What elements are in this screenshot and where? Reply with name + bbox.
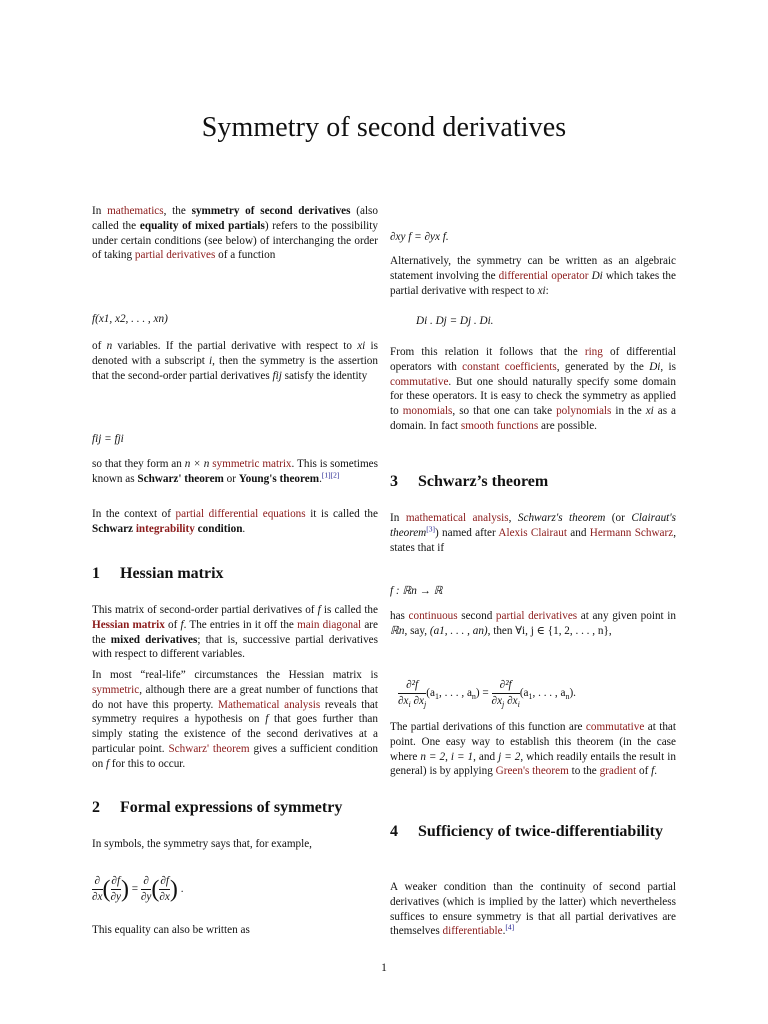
equation-function xyxy=(92,312,378,326)
hessian-paragraph-1 xyxy=(92,603,378,662)
text: at that point. One easy way to establish this theorem (in the case where xyxy=(390,721,676,763)
text: reveals that symmetry requires a hypothesis on xyxy=(92,698,378,726)
text: is called the xyxy=(320,604,378,616)
text: in the xyxy=(611,405,646,418)
link-mathematics[interactable]: mathematics xyxy=(107,205,164,217)
link-schwarz-theorem[interactable]: Schwarz' theorem xyxy=(168,742,250,755)
text: as a domain. In fact xyxy=(390,405,676,432)
math: ℝn xyxy=(390,624,405,637)
math: Di xyxy=(591,269,603,282)
text: so that they form an xyxy=(92,458,185,470)
fraction-bar xyxy=(111,889,122,890)
text: are possible. xyxy=(538,419,597,432)
section-title: Hessian matrix xyxy=(120,565,224,582)
citation-ref[interactable]: [1][2] xyxy=(321,470,340,480)
section-heading-schwarz xyxy=(390,473,676,491)
equation-text: Di . Dj = Dj . Di. xyxy=(416,315,494,327)
context-paragraph xyxy=(92,507,378,537)
paren: ) xyxy=(169,876,178,903)
section-heading-sufficiency xyxy=(390,821,676,842)
citation-ref[interactable]: [3] xyxy=(426,524,435,534)
equals-sign: = xyxy=(131,883,139,896)
fraction-bar xyxy=(141,889,152,890)
text: . This is sometimes known as xyxy=(92,458,379,485)
italic-term: Schwarz's theorem xyxy=(517,512,606,524)
link-gradient[interactable]: gradient xyxy=(599,765,637,778)
section-heading-hessian xyxy=(92,565,378,583)
bold-term: mixed derivatives xyxy=(110,633,198,646)
text: that goes further than simply stating the existence of the second derivatives at a particular point. xyxy=(92,713,378,755)
math: i xyxy=(209,354,213,367)
section-number: 4 xyxy=(390,823,398,840)
link-integrability[interactable]: integrability xyxy=(135,522,195,535)
text: to the xyxy=(568,765,600,778)
period: . xyxy=(177,883,184,896)
text: This matrix of second-order partial derivatives of xyxy=(92,604,318,616)
equation-text: fij = fji xyxy=(92,433,124,445)
link-monomials[interactable]: monomials xyxy=(402,405,453,418)
section-title: Schwarz’s theorem xyxy=(418,473,549,490)
link-partial-derivatives[interactable]: partial derivatives xyxy=(134,249,216,262)
text: ) named after xyxy=(435,526,499,539)
bold-term: Young's theorem xyxy=(238,472,320,485)
link-mathematical-analysis[interactable]: Mathematical analysis xyxy=(218,698,321,711)
text: , and xyxy=(473,750,499,763)
numerator: ∂ xyxy=(94,875,101,887)
math: xi xyxy=(645,405,654,418)
text: and xyxy=(566,526,590,539)
fraction-bar xyxy=(92,889,103,890)
link-symmetric[interactable]: symmetric xyxy=(92,683,140,696)
link-commutative[interactable]: commutative xyxy=(585,721,645,733)
link-ring[interactable]: ring xyxy=(584,346,603,358)
text: is denoted with a subscript xyxy=(92,340,378,367)
text: (or xyxy=(605,512,632,524)
text: . But one should naturally specify some domain for these operators. It is easy to check the symmetry as applied to xyxy=(390,375,676,418)
text: it is called the xyxy=(305,508,378,520)
numerator: ∂²f xyxy=(499,679,512,691)
text: , although there are a great number of functions that do not have this property. xyxy=(92,683,378,711)
also-written-paragraph: This equality can also be written as xyxy=(92,924,250,936)
bold-term: equality of mixed partials xyxy=(139,219,265,232)
schwarz-paragraph xyxy=(390,511,676,555)
math: xi xyxy=(537,284,546,297)
math: xi xyxy=(357,340,366,352)
bold-term: Schwarz' theorem xyxy=(137,472,224,485)
link-main-diagonal[interactable]: main diagonal xyxy=(297,618,362,631)
link-commutative[interactable]: commutative xyxy=(390,375,449,388)
link-continuous[interactable]: continuous xyxy=(408,610,458,622)
equation-text: ∂xy f = ∂yx f. xyxy=(390,231,449,243)
equation-identity xyxy=(92,432,378,446)
text: (also called the xyxy=(92,205,379,232)
text: , say, xyxy=(404,624,430,637)
text: : xyxy=(545,284,549,297)
text: . The entries in it off the xyxy=(183,618,298,631)
text: , so that one can take xyxy=(452,405,557,418)
link-smooth-functions[interactable]: smooth functions xyxy=(460,419,539,432)
bold-term: symmetry of second derivatives xyxy=(191,205,351,217)
denominator: $\partial x_j$ $\partial x_i$ xyxy=(491,695,520,710)
text: of differential operators with xyxy=(390,346,676,373)
math: n × n xyxy=(184,458,210,470)
numerator: ∂f xyxy=(111,875,121,887)
math: n xyxy=(106,340,113,352)
text: , states that if xyxy=(390,526,677,554)
equation-operator xyxy=(416,314,702,328)
ring-paragraph xyxy=(390,345,676,434)
numerator: ∂ xyxy=(143,875,149,887)
fraction xyxy=(92,875,103,904)
derivations-paragraph xyxy=(390,720,676,779)
text: which takes the partial derivative with respect to xyxy=(390,269,676,297)
text: , generated by the xyxy=(556,360,650,373)
section-number: 3 xyxy=(390,473,398,490)
text: for this to occur. xyxy=(109,757,186,770)
text: , xyxy=(445,750,451,763)
text: variables. If the partial derivative with respect to xyxy=(112,340,358,352)
text: , the xyxy=(163,205,192,217)
section-heading-formal xyxy=(92,799,378,817)
text: . xyxy=(242,522,246,535)
text: , is xyxy=(660,360,676,373)
paren: ( xyxy=(102,876,111,903)
section-number: 1 xyxy=(92,565,100,582)
text: at any given point in xyxy=(577,610,676,622)
link-hessian-matrix[interactable]: Hessian matrix xyxy=(92,618,165,631)
bold-term: Schwarz xyxy=(92,522,136,535)
text: The partial derivations of this function are xyxy=(390,721,586,733)
equation-text: f(x1, x2, . . . , xn) xyxy=(92,313,168,325)
section-title: Formal expressions of symmetry xyxy=(120,799,343,816)
italic-term: Clairaut's theorem xyxy=(390,512,677,539)
equation-map xyxy=(390,584,676,598)
numerator: ∂²f xyxy=(406,679,419,691)
math: j = 2 xyxy=(498,750,521,763)
math: n = 2 xyxy=(420,750,446,763)
text: , xyxy=(508,512,518,524)
text: , then the symmetry is the assertion that the second-order partial derivatives xyxy=(92,354,378,382)
text: of xyxy=(164,618,181,631)
equation-schwarz xyxy=(398,679,684,708)
text: of xyxy=(92,340,107,352)
fraction xyxy=(492,679,520,708)
symmetric-paragraph xyxy=(92,457,378,487)
fraction xyxy=(398,679,426,708)
denominator: ∂x xyxy=(159,891,170,903)
denominator: ∂x xyxy=(92,891,103,903)
text: From this relation it follows that the xyxy=(390,346,585,358)
denominator: ∂y xyxy=(140,891,152,903)
numerator: ∂f xyxy=(160,875,169,887)
text: , then ∀i, j ∈ {1, 2, . . . , n}, xyxy=(487,624,612,637)
paren: ) xyxy=(121,876,129,903)
text: ) refers to the possibility under certain conditions (see below) of interchanging the order of taking xyxy=(92,219,378,262)
link-partial-derivatives[interactable]: partial derivatives xyxy=(495,610,578,622)
alternatively-paragraph xyxy=(390,254,676,298)
link-hermann-schwarz[interactable]: Hermann Schwarz xyxy=(589,526,674,539)
math: f xyxy=(265,713,269,726)
math: f xyxy=(651,765,655,778)
denominator: ∂y xyxy=(110,891,121,903)
continuous-paragraph xyxy=(390,609,676,639)
fraction xyxy=(111,875,122,904)
math: (a1, . . . , an) xyxy=(429,624,488,637)
weaker-condition-paragraph xyxy=(390,880,676,939)
text: has xyxy=(390,610,409,622)
text: gives a sufficient condition on xyxy=(92,742,379,770)
link-differential-operator[interactable]: differential operator xyxy=(498,269,589,282)
page-title: Symmetry of second derivatives xyxy=(201,112,567,143)
text: In the context of xyxy=(92,508,176,520)
text: In xyxy=(390,512,406,524)
text: of xyxy=(636,765,652,778)
bold-term: condition xyxy=(194,522,243,535)
text: or xyxy=(223,472,239,485)
text: second xyxy=(457,610,496,622)
args: ($a_1$, . . . , $a_n$). xyxy=(519,687,576,702)
math: i = 1 xyxy=(450,750,474,763)
math: fij xyxy=(272,369,282,382)
text: In xyxy=(92,205,108,217)
link-pde[interactable]: partial differential equations xyxy=(175,508,306,520)
math: f xyxy=(105,757,110,770)
math: f xyxy=(180,618,184,631)
text: satisfy the identity xyxy=(281,369,368,382)
text: . xyxy=(502,925,506,938)
section-title: Sufficiency of twice-differentiability xyxy=(418,823,663,840)
section-number: 2 xyxy=(92,799,100,816)
page-number: 1 xyxy=(381,962,387,974)
paren: ( xyxy=(151,876,160,903)
text: Alternatively, the symmetry can be written as an algebraic statement involving the xyxy=(390,255,676,282)
citation-ref[interactable]: [4] xyxy=(505,922,515,932)
variables-paragraph xyxy=(92,339,378,383)
args: ($a_1$, . . . , $a_n$) = xyxy=(426,687,492,702)
fraction-bar xyxy=(398,693,426,694)
symbols-paragraph: In symbols, the symmetry says that, for example, xyxy=(92,838,312,850)
text: A weaker condition than the continuity of second partial derivatives (which is implied by the latter) which nevertheless suffices to ensure symmetry is that all partial derivatives are themselves xyxy=(390,881,676,938)
text: are the xyxy=(92,618,378,646)
math: Di xyxy=(649,360,661,373)
equation-mixed-partials xyxy=(92,875,378,904)
hessian-paragraph-2 xyxy=(92,668,378,772)
fraction-bar xyxy=(492,693,520,694)
equation-partial-xy xyxy=(390,230,676,244)
fraction xyxy=(141,875,152,904)
text: . xyxy=(654,765,658,778)
link-greens-theorem[interactable]: Green's theorem xyxy=(495,765,569,778)
link-constant-coefficients[interactable]: constant coefficients xyxy=(462,360,557,373)
denominator: $\partial x_i$ $\partial x_j$ xyxy=(398,695,427,710)
text: , which readily entails the result in general) is by applying xyxy=(390,750,676,778)
math: f xyxy=(317,604,321,616)
link-polynomials[interactable]: polynomials xyxy=(556,405,612,418)
text: . xyxy=(319,472,322,485)
link-mathematical-analysis[interactable]: mathematical analysis xyxy=(405,512,509,524)
link-symmetric-matrix[interactable]: symmetric matrix xyxy=(212,458,292,470)
text: In most “real-life” circumstances the Hessian matrix is xyxy=(92,669,378,681)
fraction-bar xyxy=(159,889,170,890)
link-differentiable[interactable]: differentiable xyxy=(442,925,503,938)
equation-text: f : ℝn → ℝ xyxy=(390,585,443,597)
intro-paragraph xyxy=(92,204,378,263)
text: ; that is, successive partial derivatives with respect to different variables. xyxy=(92,633,378,661)
link-alexis-clairaut[interactable]: Alexis Clairaut xyxy=(498,526,567,539)
fraction xyxy=(159,875,170,904)
text: of a function xyxy=(215,249,276,262)
